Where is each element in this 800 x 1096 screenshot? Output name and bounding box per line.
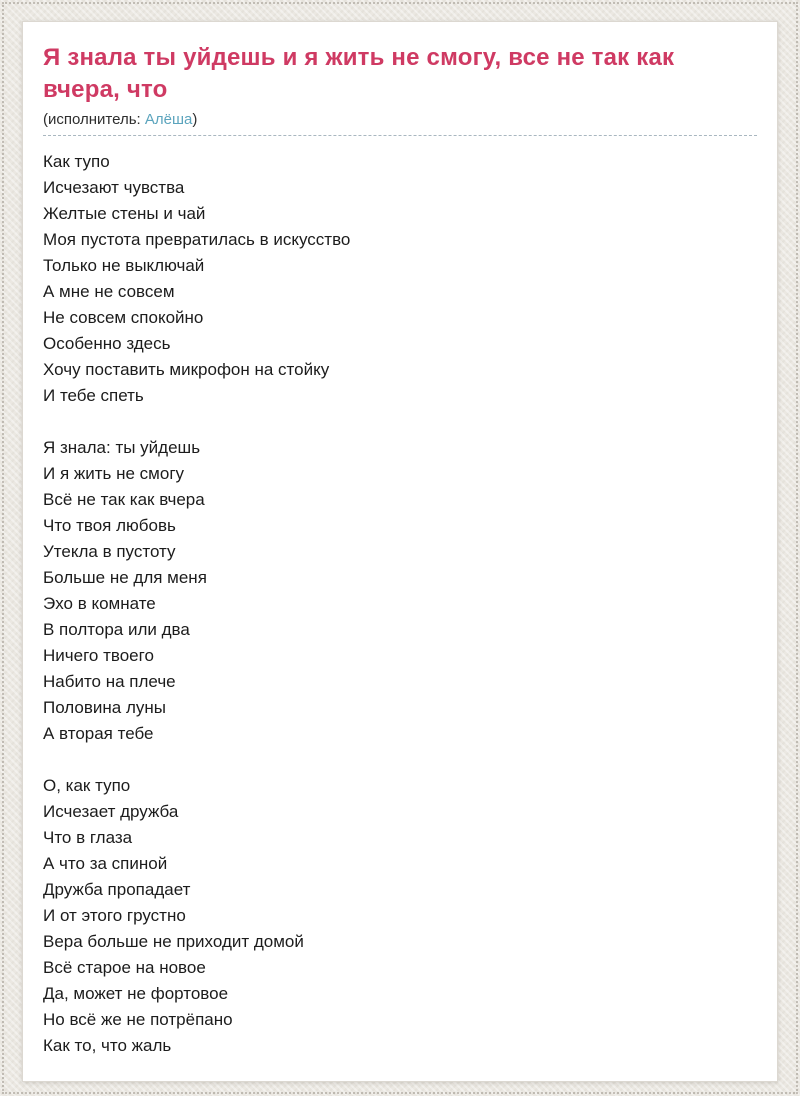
lyric-line: В полтора или два <box>43 620 190 639</box>
lyric-line: Особенно здесь <box>43 334 171 353</box>
lyric-line: Всё старое на новое <box>43 958 206 977</box>
lyric-line: Исчезает дружба <box>43 802 179 821</box>
lyric-line: Утекла в пустоту <box>43 542 176 561</box>
lyric-line: Не совсем спокойно <box>43 308 204 327</box>
artist-line <box>43 110 757 136</box>
artist-label-prefix: (исполнитель: <box>43 111 145 128</box>
lyric-line: Желтые стены и чай <box>43 204 206 223</box>
lyric-line: Как то, что жаль <box>43 1036 172 1055</box>
lyric-line: Вера больше не приходит домой <box>43 932 304 951</box>
lyric-line: Как тупо <box>43 152 110 171</box>
lyric-line: Я знала: ты уйдешь <box>43 438 201 457</box>
lyric-line: Только не выключай <box>43 256 205 275</box>
lyric-line: А вторая тебе <box>43 724 154 743</box>
lyric-line: Да, может не фортовое <box>43 984 229 1003</box>
lyric-line: А что за спиной <box>43 854 168 873</box>
lyric-line: Больше не для меня <box>43 568 207 587</box>
lyric-line: И я жить не смогу <box>43 464 185 483</box>
artist-label-suffix: ) <box>192 111 198 128</box>
lyric-line: Но всё же не потрёпано <box>43 1010 233 1029</box>
page-title: Я знала ты уйдешь и я жить не смогу, все не так как вчера, что <box>43 44 675 103</box>
lyric-line: И тебе спеть <box>43 386 144 405</box>
lyric-line: О, как тупо <box>43 776 131 795</box>
lyric-line: Эхо в комнате <box>43 594 156 613</box>
lyric-line: Что в глаза <box>43 828 133 847</box>
lyric-line: Что твоя любовь <box>43 516 176 535</box>
lyric-line: А мне не совсем <box>43 282 175 301</box>
lyric-line: Моя пустота превратилась в искусство <box>43 230 351 249</box>
artist-link[interactable]: Алёша <box>144 111 193 128</box>
lyric-line: Хочу поставить микрофон на стойку <box>43 360 330 379</box>
lyrics-stanza <box>43 435 757 747</box>
lyric-line: Ничего твоего <box>43 646 154 665</box>
lyric-line: Половина луны <box>43 698 166 717</box>
lyrics <box>43 149 757 1059</box>
lyrics-stanza <box>43 773 757 1059</box>
lyric-line: Всё не так как вчера <box>43 490 205 509</box>
lyric-line: Набито на плече <box>43 672 176 691</box>
lyrics-card <box>22 21 778 1082</box>
lyrics-stanza <box>43 149 757 409</box>
lyric-line: Исчезают чувства <box>43 178 185 197</box>
lyric-line: Дружба пропадает <box>43 880 191 899</box>
lyric-line: И от этого грустно <box>43 906 186 925</box>
